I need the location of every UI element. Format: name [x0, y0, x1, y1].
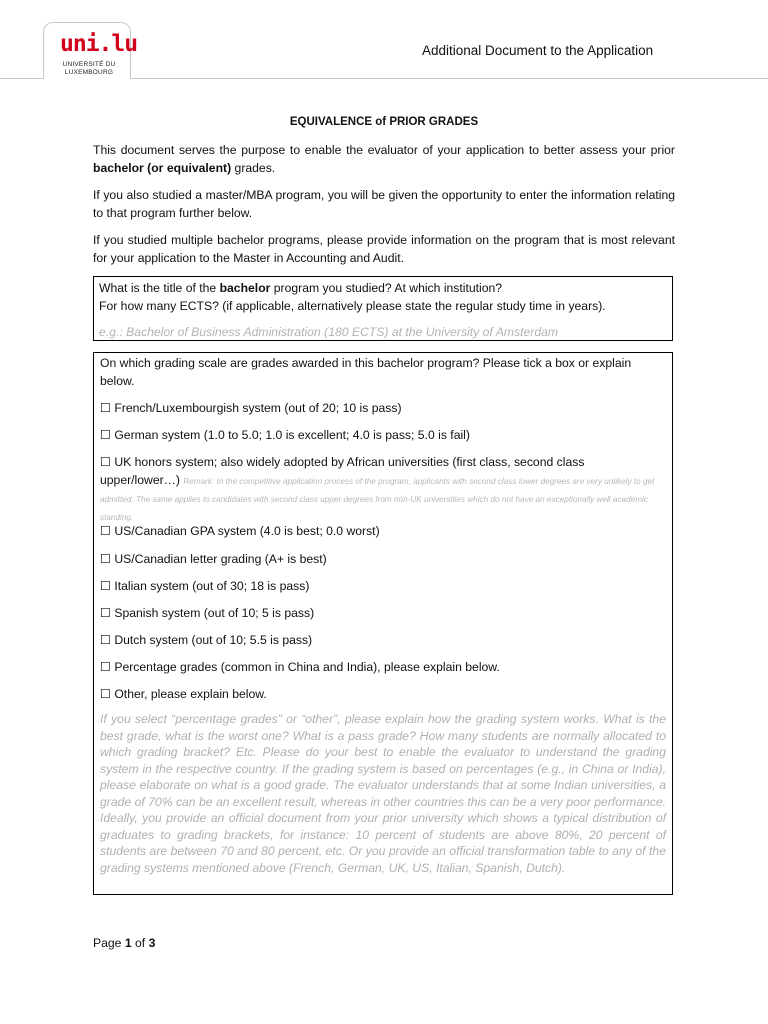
checkbox-icon[interactable]: ☐ — [100, 428, 111, 442]
option-label: French/Luxembourgish system (out of 20; 10 is pass) — [114, 401, 402, 415]
checkbox-icon[interactable]: ☐ — [100, 687, 111, 701]
option-label: Italian system (out of 30; 18 is pass) — [114, 579, 310, 593]
intro-bold-text: bachelor (or equivalent) — [93, 161, 232, 175]
page-total: 3 — [148, 936, 156, 950]
option-percentage-grades[interactable] — [100, 658, 500, 676]
option-us-letter-grading[interactable] — [100, 550, 327, 568]
header-title: Additional Document to the Application — [422, 43, 654, 58]
checkbox-icon[interactable]: ☐ — [100, 524, 111, 538]
option-label: US/Canadian letter grading (A+ is best) — [114, 552, 327, 566]
checkbox-icon[interactable]: ☐ — [100, 455, 111, 469]
university-logo — [43, 22, 138, 79]
option-label: Spanish system (out of 10; 5 is pass) — [114, 606, 315, 620]
grading-explanation-field[interactable]: If you select “percentage grades” or “other”, please explain how the grading system works. What is the best grade, what is the worst one? What is a pass grade? How many students are normally allocated to which grading bracket? Etc. Please do your best to enable the evaluator to understand the grading system in the respective country. If the grading system is based on percentages (e.g., in China or India), please elaborate on what is a good grade. The evaluator understands that at some Indian universities, a grade of 70% can be an excellent result, whereas in other countries this can be a very poor performance. Ideally, you provide an official document from your prior university which shows a typical distribution of graduates to grading brackets, for instance: 10 percent of students are above 80%, 20 percent of students are between 70 and 80 percent, etc. Or you provide an official transformation table to any of the grading systems mentioned above (French, German, UK, US, Italian, Spanish, Dutch). — [100, 712, 666, 875]
option-german-system[interactable] — [100, 426, 470, 444]
page-current: 1 — [124, 936, 132, 950]
checkbox-icon[interactable]: ☐ — [100, 552, 111, 566]
option-uk-honors-system[interactable] — [100, 453, 662, 525]
option-us-gpa-system[interactable] — [100, 522, 380, 540]
option-other[interactable] — [100, 685, 267, 703]
option-label: Dutch system (out of 10; 5.5 is pass) — [114, 633, 313, 647]
question-1-line-1 — [99, 279, 667, 297]
option-label: German system (1.0 to 5.0; 1.0 is excellent; 4.0 is pass; 5.0 is fail) — [114, 428, 470, 442]
uk-remark: Remark: In the competitive application process of the program, applicants with second class lower degrees are very unlikely to get admitted. The same applies to candidates with second class upper degrees from non-UK universities which do not have an exceptionally well academic standing. — [100, 477, 655, 522]
intro-paragraph-3: If you studied multiple bachelor programs, please provide information on the program that is most relevant for your application to the Master in Accounting and Audit. — [93, 233, 675, 265]
option-spanish-system[interactable] — [100, 604, 314, 622]
checkbox-icon[interactable]: ☐ — [100, 401, 111, 415]
option-label: US/Canadian GPA system (4.0 is best; 0.0 worst) — [114, 524, 380, 538]
bachelor-title-field[interactable] — [93, 276, 673, 341]
checkbox-icon[interactable]: ☐ — [100, 579, 111, 593]
intro-text: grades. — [231, 161, 276, 175]
option-label: Percentage grades (common in China and India), please explain below. — [114, 660, 500, 674]
logo-wordmark: uni.lu — [60, 31, 138, 57]
question-text: program you studied? At which institution? — [270, 281, 503, 295]
grading-scale-section — [93, 352, 673, 895]
logo-subtitle: UNIVERSITÉ DU LUXEMBOURG — [62, 61, 116, 76]
intro-text: This document serves the purpose to enable the evaluator of your application to better assess your prior — [93, 143, 675, 157]
option-dutch-system[interactable] — [100, 631, 312, 649]
question-bold-text: bachelor — [219, 281, 271, 295]
bachelor-title-placeholder[interactable]: e.g.: Bachelor of Business Administration (180 ECTS) at the University of Amsterdam — [99, 325, 559, 339]
option-label: UK honors system; also widely adopted by African universities (first class, second class upper/lower…) — [100, 455, 585, 487]
question-1-line-2: For how many ECTS? (if applicable, alternatively please state the regular study time in years). — [99, 299, 606, 313]
intro-paragraph-1 — [93, 141, 675, 177]
checkbox-icon[interactable]: ☐ — [100, 606, 111, 620]
option-label: Other, please explain below. — [114, 687, 267, 701]
grading-scale-prompt: On which grading scale are grades awarded in this bachelor program? Please tick a box or explain below. — [100, 356, 632, 388]
checkbox-icon[interactable]: ☐ — [100, 660, 111, 674]
document-title: EQUIVALENCE of PRIOR GRADES — [289, 116, 479, 128]
option-italian-system[interactable] — [100, 577, 309, 595]
page-number — [93, 936, 155, 950]
checkbox-icon[interactable]: ☐ — [100, 633, 111, 647]
question-text: What is the title of the — [99, 281, 220, 295]
option-french-system[interactable] — [100, 399, 402, 417]
page-label: Page — [93, 936, 122, 950]
page-of: of — [135, 936, 146, 950]
intro-paragraph-2: If you also studied a master/MBA program, you will be given the opportunity to enter the information relating to that program further below. — [93, 188, 675, 220]
